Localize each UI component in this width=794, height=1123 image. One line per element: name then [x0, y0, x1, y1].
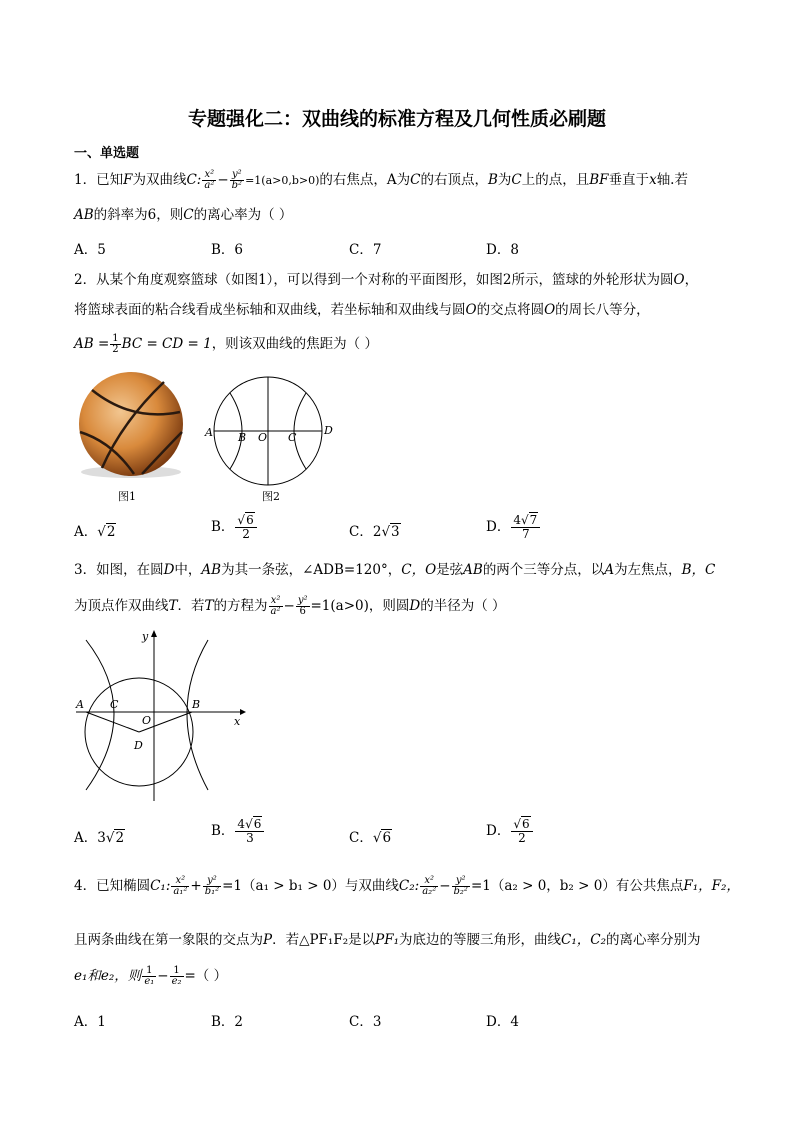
diagram-label-d: D: [324, 424, 333, 437]
diagram-label-o: O: [258, 431, 268, 444]
q3-option-b[interactable]: B． $\frac{4√6}{3}$: [211, 818, 265, 845]
q4-line3: e₁和e₂，则 $\frac{1}{\text{e₁}}$ − $\frac{1}{\text{e₂}}$ =（ ）: [74, 965, 228, 987]
fig2-caption: 图2: [262, 490, 280, 503]
basketball-diagram: [202, 372, 337, 490]
q3-label-y: y: [142, 630, 149, 643]
q1-line2: AB的斜率为6，则C的离心率为（ ）: [74, 207, 293, 223]
q1-option-b[interactable]: B．6: [211, 242, 244, 258]
diagram-label-b: B: [238, 431, 247, 444]
q2-option-a[interactable]: A．√2: [74, 524, 116, 540]
q1-line1: 1．已知F为双曲线C: $\frac{\text{x²}}{\text{a²}}$ − $\frac{\text{y²}}{\text{b²}}$ =1(a>0,b>0)的右焦点，A为C的右顶点，B为C上的点，且BF垂直于x轴.若: [74, 169, 688, 191]
page-title: 专题强化二：双曲线的标准方程及几何性质必刷题: [187, 108, 606, 130]
q3-option-d[interactable]: D． $\frac{√6}{2}$: [486, 818, 534, 845]
q2-line1: 2．从某个角度观察篮球（如图1），可以得到一个对称的平面图形，如图2所示，篮球的外轮形状为圆O，: [74, 272, 699, 288]
q4-option-b[interactable]: B．2: [211, 1014, 244, 1030]
q1-option-c[interactable]: C．7: [349, 242, 382, 258]
q1-option-d[interactable]: D．8: [486, 242, 519, 258]
q2-option-b[interactable]: B． $\frac{√6}{2}$: [211, 514, 258, 541]
q3-label-d: D: [134, 739, 143, 752]
q3-label-a: A: [76, 698, 84, 711]
q3-label-o: O: [142, 714, 152, 727]
diagram-label-a: A: [205, 426, 213, 439]
q2-option-d[interactable]: D． $\frac{4√7}{7}$: [486, 514, 541, 541]
q4-option-c[interactable]: C．3: [349, 1014, 382, 1030]
q2-line2: 将篮球表面的粘合线看成坐标轴和双曲线，若坐标轴和双曲线与圆O的交点将圆O的周长八等分，: [74, 302, 650, 318]
diagram-label-c: C: [288, 431, 297, 444]
q3-line2: 为顶点作双曲线T．若T的方程为 $\frac{\text{x²}}{\text{a²}}$ − $\frac{\text{y²}}{6}$ =1(a>0)，则圆D的半径为（ ）: [74, 595, 506, 617]
q3-label-x: x: [234, 715, 241, 728]
q2-option-c[interactable]: C．2√3: [349, 524, 400, 540]
hyperbola-circle-diagram: [72, 625, 252, 805]
q4-line1: 4．已知椭圆C₁: $\frac{\text{x²}}{\text{a₁²}}$ + $\frac{\text{y²}}{\text{b₁²}}$ =1（a₁ > b₁ > 0）与双曲线C₂: $\frac{\text{x²}}{\text{a₂²}}$ − $\frac{\text{y²}}{\text{b₂²}}$ =1（a₂ > 0，b₂ > 0）有公共焦点F₁，F₂，: [74, 875, 740, 897]
section-heading: 一、单选题: [74, 146, 140, 161]
q1-option-a[interactable]: A．5: [74, 242, 106, 258]
q3-option-a[interactable]: A．3√2: [74, 830, 125, 846]
q2-line3: AB = $\frac{1}{2}$ BC = CD = 1，则该双曲线的焦距为（ ）: [74, 333, 378, 355]
q4-option-a[interactable]: A．1: [74, 1014, 106, 1030]
fig1-caption: 图1: [118, 490, 136, 503]
q4-line2: 且两条曲线在第一象限的交点为P．若△PF₁F₂是以PF₁为底边的等腰三角形，曲线C₁，C₂的离心率分别为: [74, 932, 701, 948]
q3-option-c[interactable]: C．√6: [349, 830, 392, 846]
q4-option-d[interactable]: D．4: [486, 1014, 519, 1030]
q3-line1: 3．如图，在圆D中，AB为其一条弦，∠ADB=120°，C，O是弦AB的两个三等分点，以A为左焦点，B，C: [74, 562, 716, 578]
q3-label-b: B: [192, 698, 201, 711]
basketball-image: [72, 372, 190, 480]
q3-label-c: C: [110, 698, 119, 711]
